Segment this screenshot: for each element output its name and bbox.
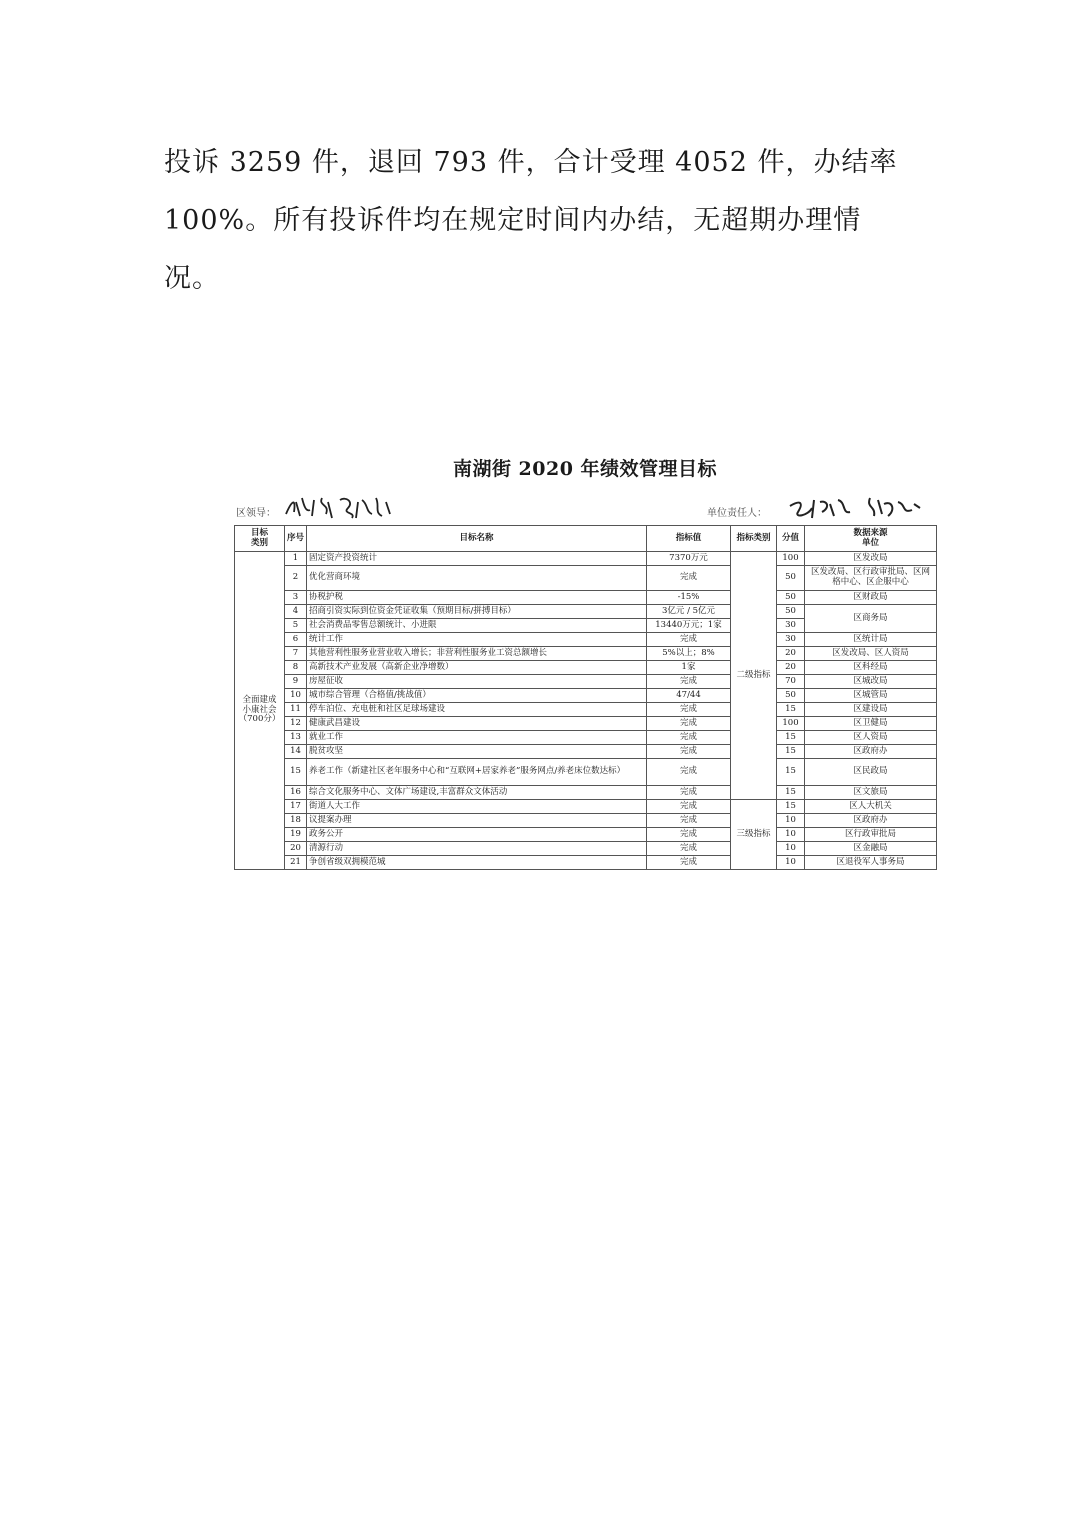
- header-value: 指标值: [647, 526, 731, 552]
- seq-cell: 3: [285, 591, 307, 605]
- seq-cell: 10: [285, 689, 307, 703]
- name-cell: 健康武昌建设: [307, 717, 647, 731]
- source-cell: 区建设局: [805, 703, 937, 717]
- score-cell: 20: [777, 647, 805, 661]
- value-cell: 5%以上；8%: [647, 647, 731, 661]
- name-cell: 脱贫攻坚: [307, 745, 647, 759]
- source-cell: 区人资局: [805, 731, 937, 745]
- score-cell: 100: [777, 552, 805, 566]
- name-cell: 其他营利性服务业营业收入增长；非营利性服务业工资总额增长: [307, 647, 647, 661]
- score-cell: 70: [777, 675, 805, 689]
- name-cell: 高新技术产业发展（高新企业净增数）: [307, 661, 647, 675]
- source-cell: 区财政局: [805, 591, 937, 605]
- name-cell: 城市综合管理（合格值/挑战值）: [307, 689, 647, 703]
- table-row: [235, 786, 937, 800]
- paragraph-line-3: 况。: [164, 263, 220, 294]
- value-cell: 完成: [647, 703, 731, 717]
- name-cell: 招商引资实际到位资金凭证收集（预期目标/拼搏目标）: [307, 605, 647, 619]
- score-cell: 50: [777, 566, 805, 591]
- source-cell: 区退役军人事务局: [805, 856, 937, 870]
- value-cell: 完成: [647, 814, 731, 828]
- score-cell: 50: [777, 689, 805, 703]
- source-cell: 区行政审批局: [805, 828, 937, 842]
- category-cell: 全面建成 小康社会 （700分）: [235, 552, 285, 870]
- seq-cell: 12: [285, 717, 307, 731]
- score-cell: 50: [777, 605, 805, 619]
- seq-cell: 17: [285, 800, 307, 814]
- score-cell: 15: [777, 759, 805, 786]
- name-cell: 街道人大工作: [307, 800, 647, 814]
- header-name: 目标名称: [307, 526, 647, 552]
- seq-cell: 19: [285, 828, 307, 842]
- seq-cell: 14: [285, 745, 307, 759]
- name-cell: 协税护税: [307, 591, 647, 605]
- source-cell: 区发改局: [805, 552, 937, 566]
- value-cell: 完成: [647, 800, 731, 814]
- source-cell: 区统计局: [805, 633, 937, 647]
- seq-cell: 7: [285, 647, 307, 661]
- table-row: [235, 856, 937, 870]
- table-row: [235, 717, 937, 731]
- body-paragraph: [164, 134, 898, 308]
- seq-cell: 15: [285, 759, 307, 786]
- name-cell: 房屋征收: [307, 675, 647, 689]
- value-cell: 完成: [647, 633, 731, 647]
- table-row: [235, 675, 937, 689]
- score-cell: 10: [777, 856, 805, 870]
- source-cell: 区科经局: [805, 661, 937, 675]
- table-row: [235, 633, 937, 647]
- header-source: 数据来源 单位: [805, 526, 937, 552]
- seq-cell: 8: [285, 661, 307, 675]
- source-cell: 区发改局、区人资局: [805, 647, 937, 661]
- table-header-row: [235, 526, 937, 552]
- value-cell: 完成: [647, 675, 731, 689]
- value-cell: 完成: [647, 745, 731, 759]
- table-title: 南湖街 2020 年绩效管理目标: [452, 458, 718, 480]
- header-score: 分值: [777, 526, 805, 552]
- source-cell: 区城管局: [805, 689, 937, 703]
- source-cell: 区卫健局: [805, 717, 937, 731]
- name-cell: 固定资产投资统计: [307, 552, 647, 566]
- seq-cell: 11: [285, 703, 307, 717]
- table-row: [235, 566, 937, 591]
- score-cell: 10: [777, 814, 805, 828]
- source-cell: 区发改局、区行政审批局、区网格中心、区企服中心: [805, 566, 937, 591]
- name-cell: 综合文化服务中心、文体广场建设,丰富群众文体活动: [307, 786, 647, 800]
- name-cell: 政务公开: [307, 828, 647, 842]
- seq-cell: 1: [285, 552, 307, 566]
- table-row: [235, 828, 937, 842]
- table-row: [235, 605, 937, 619]
- value-cell: 完成: [647, 786, 731, 800]
- table-row: [235, 703, 937, 717]
- seq-cell: 5: [285, 619, 307, 633]
- value-cell: 47/44: [647, 689, 731, 703]
- source-cell: 区金融局: [805, 842, 937, 856]
- score-cell: 30: [777, 619, 805, 633]
- name-cell: 社会消费品零售总额统计、小进限: [307, 619, 647, 633]
- score-cell: 10: [777, 842, 805, 856]
- table-row: [235, 731, 937, 745]
- value-cell: 13440万元；1家: [647, 619, 731, 633]
- header-level: 指标类别: [731, 526, 777, 552]
- name-cell: 优化营商环境: [307, 566, 647, 591]
- seq-cell: 21: [285, 856, 307, 870]
- table-row: [235, 661, 937, 675]
- value-cell: 完成: [647, 828, 731, 842]
- name-cell: 议提案办理: [307, 814, 647, 828]
- seq-cell: 16: [285, 786, 307, 800]
- embedded-table-image: [234, 448, 936, 884]
- seq-cell: 2: [285, 566, 307, 591]
- table-row: [235, 800, 937, 814]
- seq-cell: 18: [285, 814, 307, 828]
- name-cell: 争创省级双拥模范城: [307, 856, 647, 870]
- seq-cell: 6: [285, 633, 307, 647]
- source-cell: 区政府办: [805, 745, 937, 759]
- table-row: [235, 647, 937, 661]
- seq-cell: 20: [285, 842, 307, 856]
- unit-responsible-signature: [786, 492, 926, 522]
- district-leader-signature: [282, 492, 402, 522]
- header-category: 目标 类别: [235, 526, 285, 552]
- name-cell: 就业工作: [307, 731, 647, 745]
- paragraph-line-2: 100%。所有投诉件均在规定时间内办结，无超期办理情: [164, 205, 862, 236]
- value-cell: 7370万元: [647, 552, 731, 566]
- value-cell: 3亿元 / 5亿元: [647, 605, 731, 619]
- score-cell: 50: [777, 591, 805, 605]
- name-cell: 停车泊位、充电桩和社区足球场建设: [307, 703, 647, 717]
- table-row: [235, 814, 937, 828]
- seq-cell: 13: [285, 731, 307, 745]
- value-cell: 完成: [647, 759, 731, 786]
- value-cell: 完成: [647, 842, 731, 856]
- value-cell: -15%: [647, 591, 731, 605]
- table-row: [235, 759, 937, 786]
- value-cell: 完成: [647, 856, 731, 870]
- table-row: [235, 552, 937, 566]
- header-seq: 序号: [285, 526, 307, 552]
- table-row: [235, 591, 937, 605]
- source-cell: 区政府办: [805, 814, 937, 828]
- score-cell: 100: [777, 717, 805, 731]
- score-cell: 15: [777, 786, 805, 800]
- score-cell: 15: [777, 800, 805, 814]
- table-row: [235, 842, 937, 856]
- performance-goals-table: [234, 525, 937, 870]
- value-cell: 完成: [647, 566, 731, 591]
- unit-responsible-label: 单位责任人：: [707, 508, 767, 519]
- score-cell: 15: [777, 703, 805, 717]
- signature-row: [234, 492, 936, 522]
- district-leader-label: 区领导：: [236, 508, 276, 519]
- table-row: [235, 689, 937, 703]
- score-cell: 15: [777, 731, 805, 745]
- value-cell: 1家: [647, 661, 731, 675]
- seq-cell: 9: [285, 675, 307, 689]
- score-cell: 15: [777, 745, 805, 759]
- name-cell: 清源行动: [307, 842, 647, 856]
- name-cell: 养老工作（新建社区老年服务中心和“互联网+居家养老”服务网点/养老床位数达标）: [307, 759, 647, 786]
- source-cell: 区文旅局: [805, 786, 937, 800]
- score-cell: 10: [777, 828, 805, 842]
- level-3-cell: 三级指标: [731, 800, 777, 870]
- score-cell: 20: [777, 661, 805, 675]
- source-cell: 区人大机关: [805, 800, 937, 814]
- level-2-cell: 二级指标: [731, 552, 777, 800]
- name-cell: 统计工作: [307, 633, 647, 647]
- seq-cell: 4: [285, 605, 307, 619]
- source-cell: 区民政局: [805, 759, 937, 786]
- value-cell: 完成: [647, 717, 731, 731]
- paragraph-line-1: 投诉 3259 件，退回 793 件，合计受理 4052 件，办结率: [164, 147, 898, 178]
- source-cell: 区城改局: [805, 675, 937, 689]
- value-cell: 完成: [647, 731, 731, 745]
- score-cell: 30: [777, 633, 805, 647]
- table-row: [235, 745, 937, 759]
- source-cell: 区商务局: [805, 605, 937, 633]
